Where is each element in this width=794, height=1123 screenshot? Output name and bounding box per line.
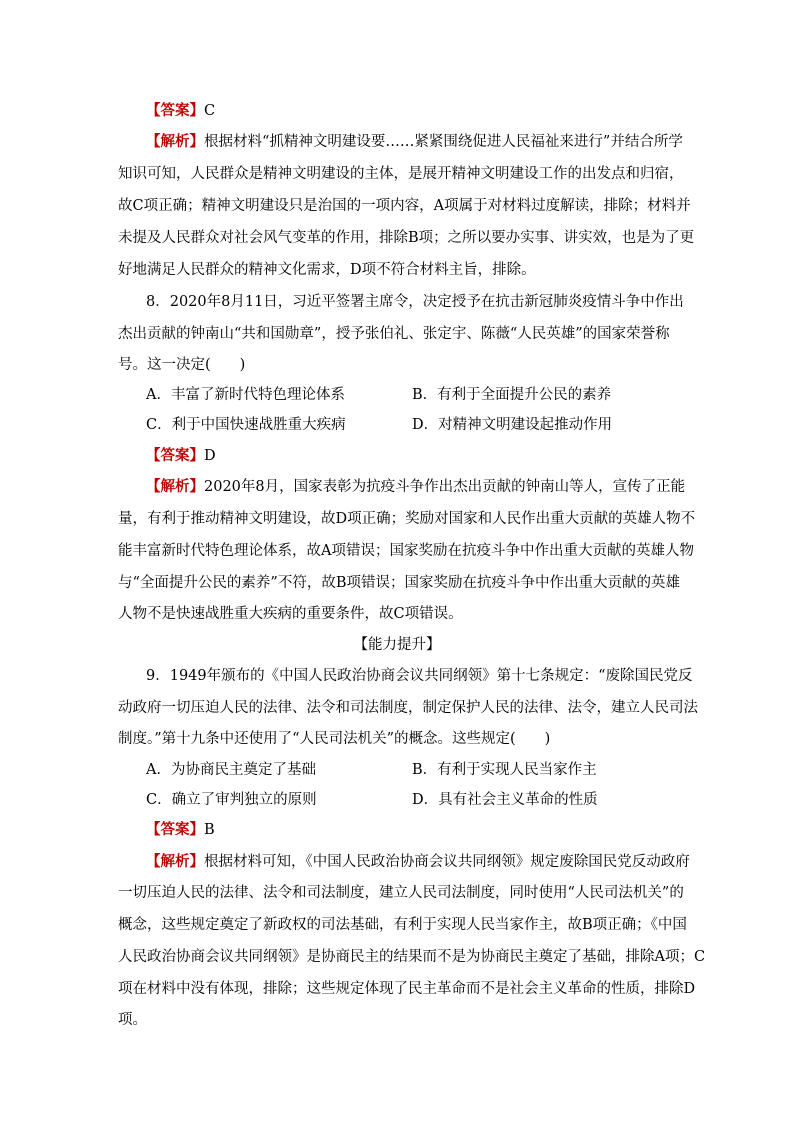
q7-answer	[146, 101, 215, 121]
answer-tag: 【答案】	[146, 102, 204, 119]
q9-answer	[146, 820, 215, 840]
q9-stem-line: 动政府一切压迫人民的法律、法令和司法制度，制定保护人民的法律、法令，建立人民司法	[118, 700, 698, 716]
q8-stem-line: 8．2020年8月11日，习近平签署主席令，决定授予在抗击新冠肺炎疫情斗争中作出	[146, 294, 684, 310]
answer-value: B	[204, 822, 215, 838]
section-title: 【能力提升】	[353, 637, 441, 653]
q9-option-c: C．确立了审判独立的原则	[146, 792, 317, 808]
q8-analysis-line: 量，有利于推动精神文明建设，故D项正确；奖励对国家和人民作出重大贡献的英雄人物不	[118, 511, 696, 527]
q9-analysis-line: 一切压迫人民的法律、法令和司法制度，建立人民司法制度，同时使用“人民司法机关”的	[118, 885, 684, 901]
q9-analysis-line: 项。	[118, 1012, 147, 1028]
analysis-text: 根据材料可知，《中国人民政治协商会议共同纲领》规定废除国民党反动政府	[204, 854, 690, 870]
q9-option-b: B．有利于实现人民当家作主	[412, 762, 597, 778]
q9-stem-line: 制度。”第十九条中还使用了“人民司法机关”的概念。这些规定( )	[118, 731, 551, 747]
q8-option-d: D．对精神文明建设起推动作用	[412, 417, 613, 433]
q9-analysis-line	[146, 852, 690, 872]
analysis-tag: 【解析】	[146, 478, 204, 495]
q9-analysis-line: 人民政治协商会议共同纲领》是协商民主的结果而不是为协商民主奠定了基础，排除A项；C	[118, 949, 706, 965]
analysis-tag: 【解析】	[146, 853, 204, 870]
q9-stem-line: 9．1949年颁布的《中国人民政治协商会议共同纲领》第十七条规定：“废除国民党反	[146, 668, 693, 684]
answer-value: D	[204, 448, 216, 464]
q7-analysis-line: 未提及人民群众对社会风气变革的作用，排除B项；之所以要办实事、讲实效，也是为了更	[118, 230, 695, 246]
q7-analysis-line: 好地满足人民群众的精神文化需求，D项不符合材料主旨，排除。	[118, 262, 536, 278]
q8-analysis-line: 能丰富新时代特色理论体系，故A项错误；国家奖励在抗疫斗争中作出重大贡献的英雄人物	[118, 543, 694, 559]
q8-analysis-line: 与“全面提升公民的素养”不符，故B项错误；国家奖励在抗疫斗争中作出重大贡献的英雄	[118, 575, 680, 591]
q8-stem-line: 杰出贡献的钟南山“共和国勋章”，授予张伯礼、张定宇、陈薇“人民英雄”的国家荣誉称	[118, 326, 670, 342]
answer-tag: 【答案】	[146, 447, 204, 464]
analysis-text: 根据材料“抓精神文明建设要……紧紧围绕促进人民福祉来进行”并结合所学	[204, 134, 683, 150]
q8-option-b: B．有利于全面提升公民的素养	[412, 387, 612, 403]
answer-tag: 【答案】	[146, 821, 204, 838]
q8-analysis-line: 人物不是快速战胜重大疾病的重要条件，故C项错误。	[118, 606, 463, 622]
q8-stem-line: 号。这一决定( )	[118, 357, 246, 373]
q9-analysis-line: 项在材料中没有体现，排除；这些规定体现了民主革命而不是社会主义革命的性质，排除D	[118, 981, 696, 997]
q7-analysis-line	[146, 132, 683, 152]
q9-option-d: D．具有社会主义革命的性质	[412, 792, 598, 808]
analysis-tag: 【解析】	[146, 133, 204, 150]
q8-analysis-line	[146, 477, 685, 497]
q9-option-a: A．为协商民主奠定了基础	[146, 762, 316, 778]
q8-option-c: C．利于中国快速战胜重大疾病	[146, 417, 346, 433]
q7-analysis-line: 故C项正确；精神文明建设只是治国的一项内容，A项属于对材料过度解读，排除；材料并	[118, 198, 691, 214]
analysis-text: 2020年8月，国家表彰为抗疫斗争作出杰出贡献的钟南山等人，宣传了正能	[204, 479, 686, 495]
q7-analysis-line: 知识可知，人民群众是精神文明建设的主体，是展开精神文明建设工作的出发点和归宿，	[118, 166, 684, 182]
q8-answer	[146, 446, 216, 466]
answer-value: C	[204, 103, 216, 119]
q8-option-a: A．丰富了新时代特色理论体系	[146, 387, 345, 403]
q9-analysis-line: 概念，这些规定奠定了新政权的司法基础，有利于实现人民当家作主，故B项正确；《中国	[118, 917, 687, 933]
